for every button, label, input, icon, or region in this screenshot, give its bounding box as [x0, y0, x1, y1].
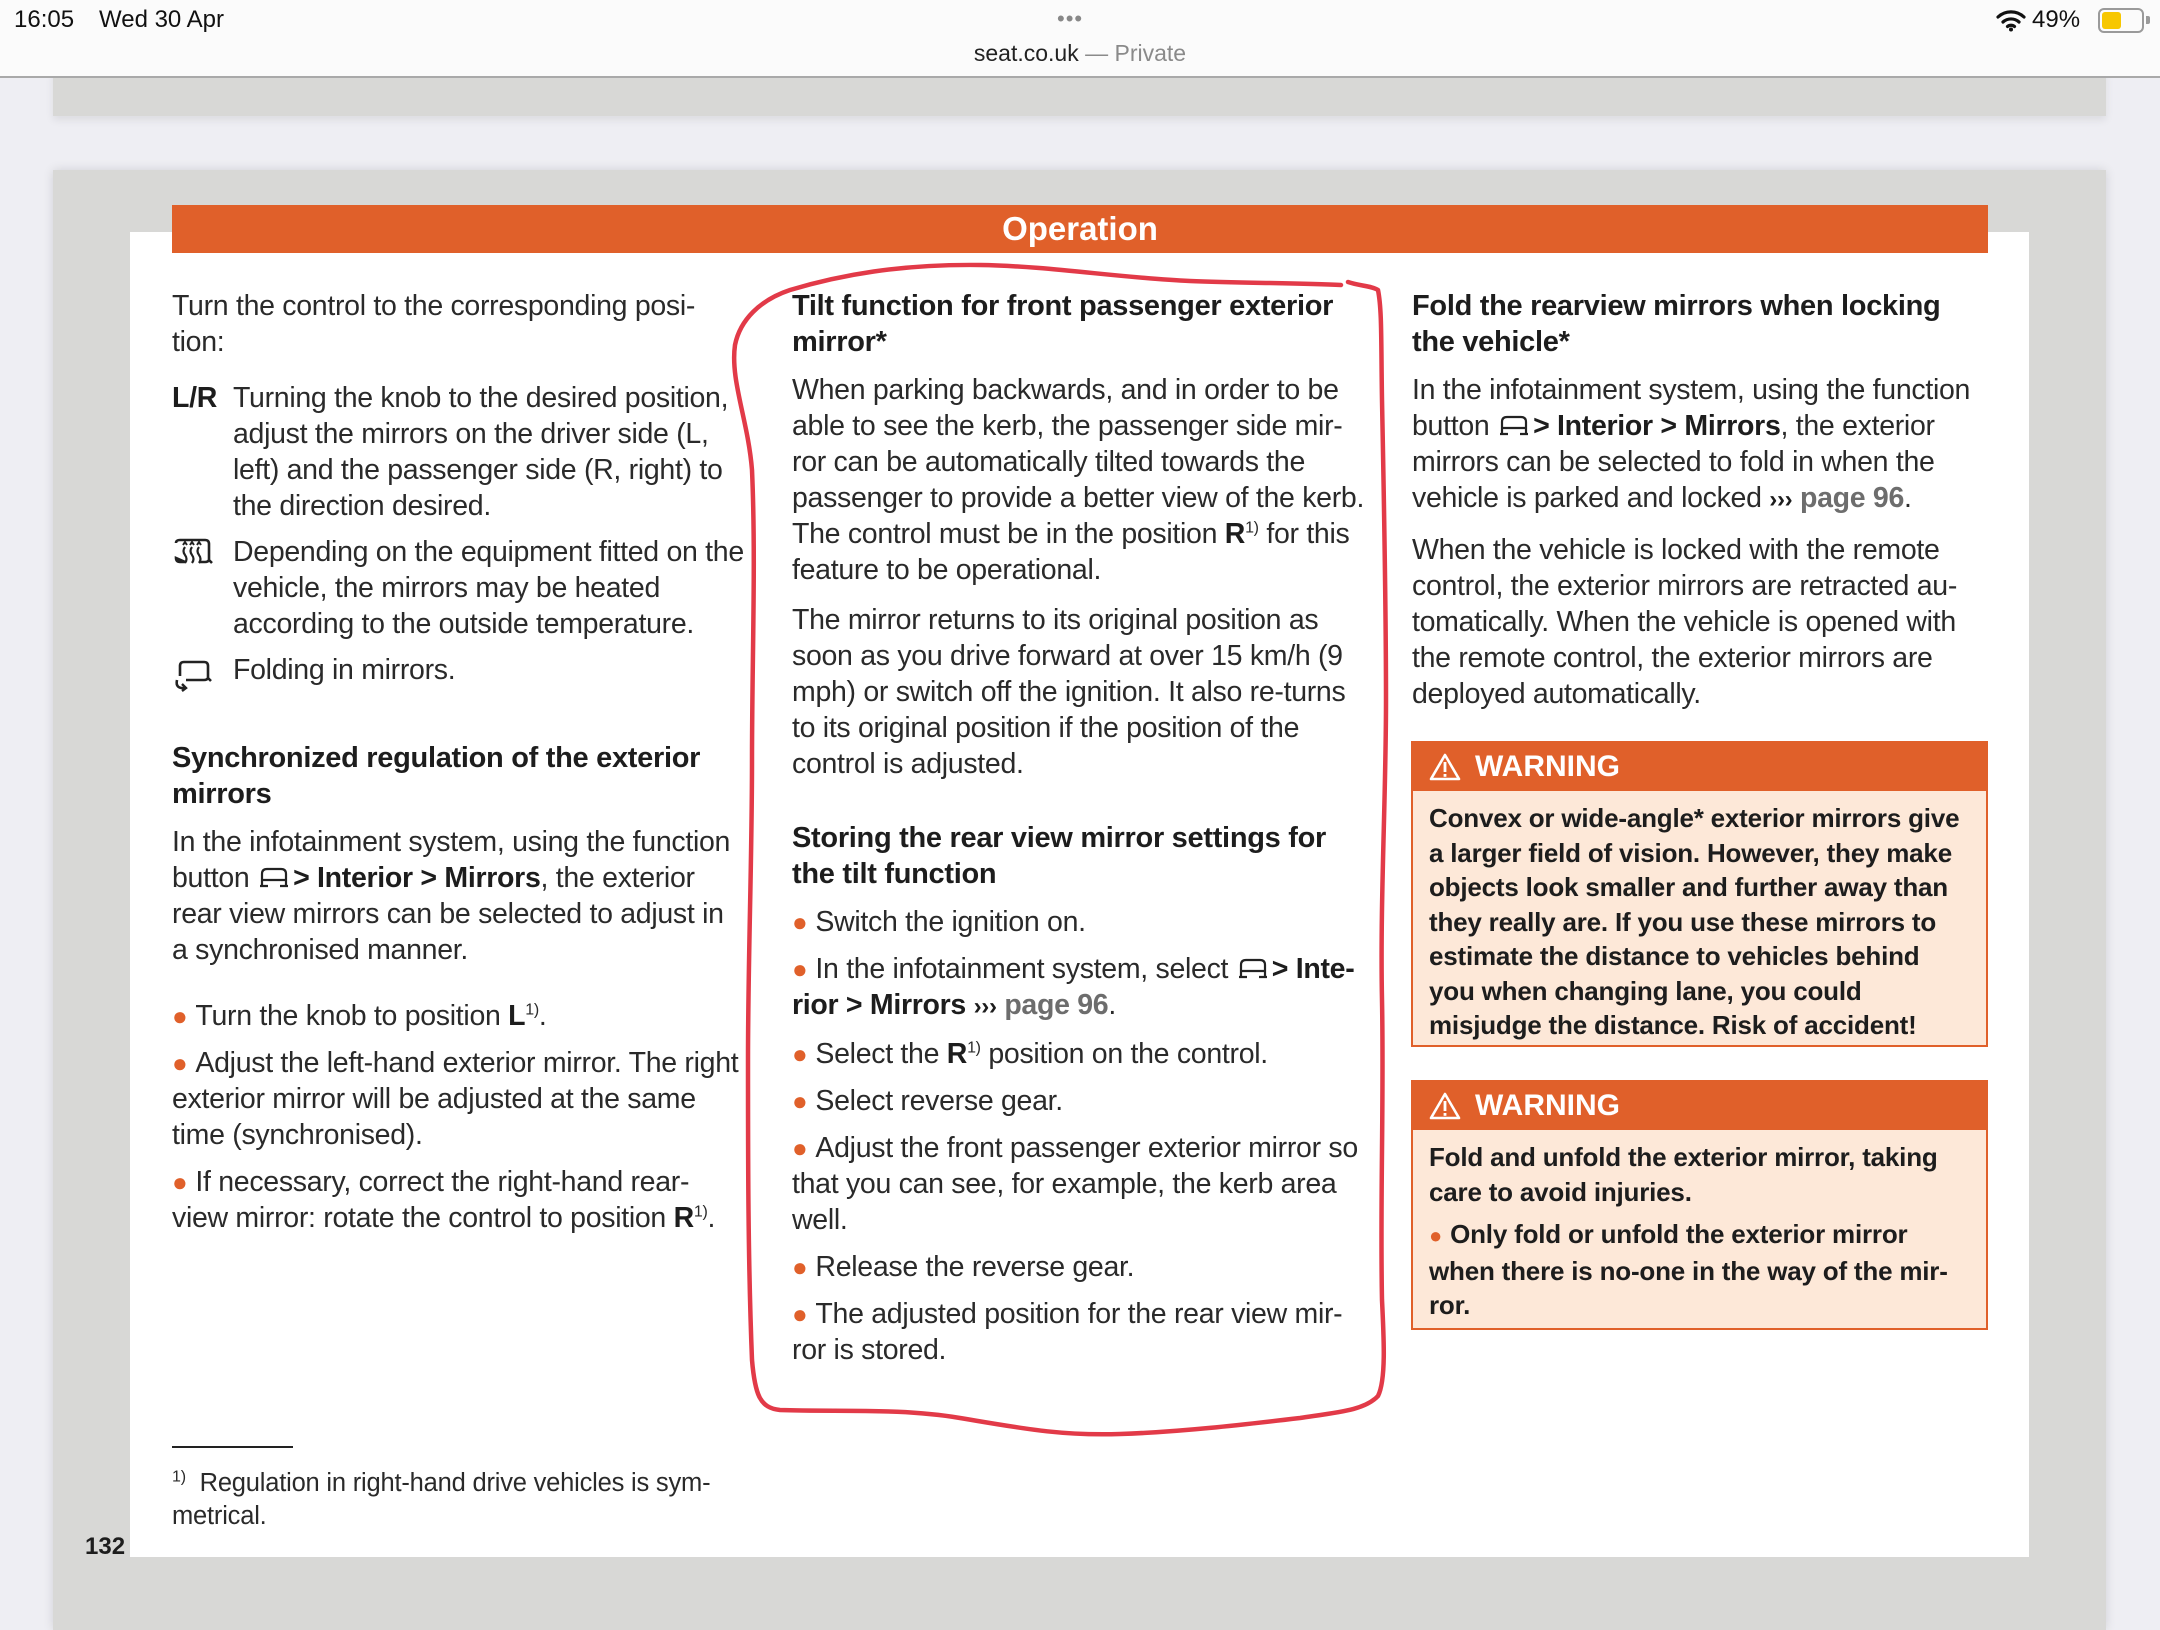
- definition-lr: [172, 380, 744, 524]
- tilt-heading: Tilt function for front passenger exterior mirror*: [792, 290, 1334, 358]
- page-96-link[interactable]: page 96: [1004, 989, 1109, 1021]
- url-separator: —: [1078, 40, 1115, 66]
- bullet-icon: ●: [792, 907, 808, 937]
- definition-heated: [172, 534, 744, 642]
- car-menu-icon: [259, 866, 289, 890]
- page-ref-arrows-icon: ›››: [973, 993, 997, 1020]
- battery-icon: [2098, 8, 2144, 33]
- warning-text: Convex or wide-angle* exterior mirrors give a larger field of vision. However, they make objects look smaller and further away than they really are. If you use these mirrors to estimate the distance to vehicles behind you when changing lane, you could misjudge the distance. Risk of accident!: [1429, 803, 1960, 1040]
- list-item: ● Adjust the left-hand exterior mirror. The right exterior mirror will be adjusted at the same time (synchronised).: [172, 1047, 739, 1151]
- url-domain: seat.co.uk: [973, 40, 1079, 66]
- list-item: ● In the infotainment system, select > Inte-rior > Mirrors ››› page 96.: [792, 953, 1355, 1021]
- fold-mirror-icon: [172, 656, 214, 696]
- bullet-icon: ●: [792, 1039, 808, 1069]
- warning-header: [1413, 743, 1986, 791]
- definition-key: L/R: [172, 382, 218, 414]
- warning-text: Fold and unfold the exterior mirror, taking care to avoid injuries.: [1429, 1142, 1938, 1207]
- sync-paragraph: In the infotainment system, using the function button > Interior > Mirrors, the exterior rear view mirrors can be selected to adjust in a synchronised manner.: [172, 826, 731, 966]
- intro-text: Turn the control to the corresponding posi-tion:: [172, 290, 696, 358]
- warning-box: [1411, 741, 1988, 1047]
- battery-fill: [2102, 12, 2121, 29]
- fold-heading: Fold the rearview mirrors when locking the vehicle*: [1412, 290, 1941, 358]
- list-item: ● The adjusted position for the rear view mir-ror is stored.: [792, 1298, 1343, 1366]
- warning-triangle-icon: [1429, 753, 1461, 781]
- footnote-marker: 1): [172, 1468, 186, 1486]
- list-item: ● Release the reverse gear.: [792, 1251, 1135, 1283]
- section-title-bar: Operation: [172, 205, 1988, 253]
- bullet-icon: ●: [792, 1252, 808, 1282]
- private-mode-label: Private: [1114, 40, 1187, 66]
- fold-paragraph-2: When the vehicle is locked with the remote control, the exterior mirrors are retracted au-tomatically. When the vehicle is opened with the remote control, the exterior mirrors are deployed automatically.: [1412, 534, 1958, 710]
- bullet-icon: ●: [792, 1133, 808, 1163]
- tilt-paragraph-2: The mirror returns to its original position as soon as you drive forward at over 15 km/h (9 mph) or switch off the ignition. It also re-turns to its original position if the position of the control is adjusted.: [792, 604, 1346, 780]
- warning-triangle-icon: [1429, 1092, 1461, 1120]
- list-item: ● Switch the ignition on.: [792, 906, 1086, 938]
- battery-percent: 49%: [2032, 6, 2081, 33]
- bullet-icon: ●: [1429, 1223, 1443, 1248]
- bullet-icon: ●: [172, 1167, 188, 1197]
- definition-text: Folding in mirrors.: [233, 654, 456, 686]
- bullet-icon: ●: [792, 954, 808, 984]
- list-item: ● Select reverse gear.: [792, 1085, 1063, 1117]
- tilt-paragraph-1: When parking backwards, and in order to be able to see the kerb, the passenger side mir-ror can be automatically tilted towards the passenger to provide a better view of the kerb. The control must be in the position $R^{1)}$ for this feature to be operational.: [792, 374, 1365, 586]
- definition-folding: [172, 652, 744, 696]
- warning-title: WARNING: [1475, 750, 1620, 783]
- car-menu-icon: [1499, 414, 1529, 438]
- footnote: $^{1)}$ Regulation in right-hand drive vehicles is sym-metrical.: [172, 1468, 711, 1530]
- page-ref-arrows-icon: ›››: [1769, 486, 1793, 513]
- menu-path: > Inte-rior > Mirrors: [792, 953, 1355, 1021]
- left-column: [172, 288, 744, 1247]
- car-menu-icon: [1238, 957, 1268, 981]
- sync-heading: Synchronized regulation of the exterior mirrors: [172, 742, 701, 810]
- more-options-dots[interactable]: •••: [1057, 6, 1084, 31]
- definition-text: Depending on the equipment fitted on the vehicle, the mirrors may be heated according to the outside temperature.: [233, 536, 744, 640]
- list-item: ● Adjust the front passenger exterior mirror so that you can see, for example, the kerb area well.: [792, 1132, 1358, 1236]
- warning-title: WARNING: [1475, 1089, 1620, 1122]
- warning-header: [1413, 1082, 1986, 1130]
- status-time: 16:05: [14, 6, 75, 33]
- wifi-icon: [1996, 8, 2026, 32]
- browser-chrome: [0, 0, 2160, 78]
- store-heading: Storing the rear view mirror settings for the tilt function: [792, 822, 1326, 890]
- bullet-icon: ●: [172, 1001, 188, 1031]
- warning-bullet: ● Only fold or unfold the exterior mirror when there is no-one in the way of the mir-ror.: [1429, 1219, 1948, 1320]
- fold-paragraph-1: In the infotainment system, using the function button > Interior > Mirrors, the exterior mirrors can be selected to fold in when the vehicle is parked and locked ››› page 96.: [1412, 374, 1971, 514]
- battery-nub: [2146, 16, 2150, 24]
- right-column: [1412, 288, 1988, 726]
- definition-text: Turning the knob to the desired position, adjust the mirrors on the driver side (L, left) and the passenger side (R, right) to the direction desired.: [233, 382, 729, 522]
- list-item: ● Turn the knob to position $L^{1)}$.: [172, 1000, 547, 1032]
- menu-path: > Interior > Mirrors: [1533, 410, 1781, 442]
- heated-mirror-icon: [172, 538, 214, 578]
- bullet-icon: ●: [792, 1086, 808, 1116]
- warning-box: [1411, 1080, 1988, 1330]
- middle-column: [792, 288, 1372, 1379]
- page-number: 132: [85, 1533, 126, 1560]
- status-date: Wed 30 Apr: [99, 6, 224, 33]
- menu-path: > Interior > Mirrors: [293, 862, 541, 894]
- list-item: ● Select the $R^{1)}$ position on the control.: [792, 1038, 1268, 1070]
- footnote-divider: [172, 1446, 293, 1448]
- bullet-icon: ●: [792, 1299, 808, 1329]
- bullet-icon: ●: [172, 1048, 188, 1078]
- list-item: ● If necessary, correct the right-hand rear-view mirror: rotate the control to position $R^{1)}$.: [172, 1166, 716, 1234]
- page-96-link[interactable]: page 96: [1799, 482, 1905, 514]
- address-bar[interactable]: [0, 40, 2160, 67]
